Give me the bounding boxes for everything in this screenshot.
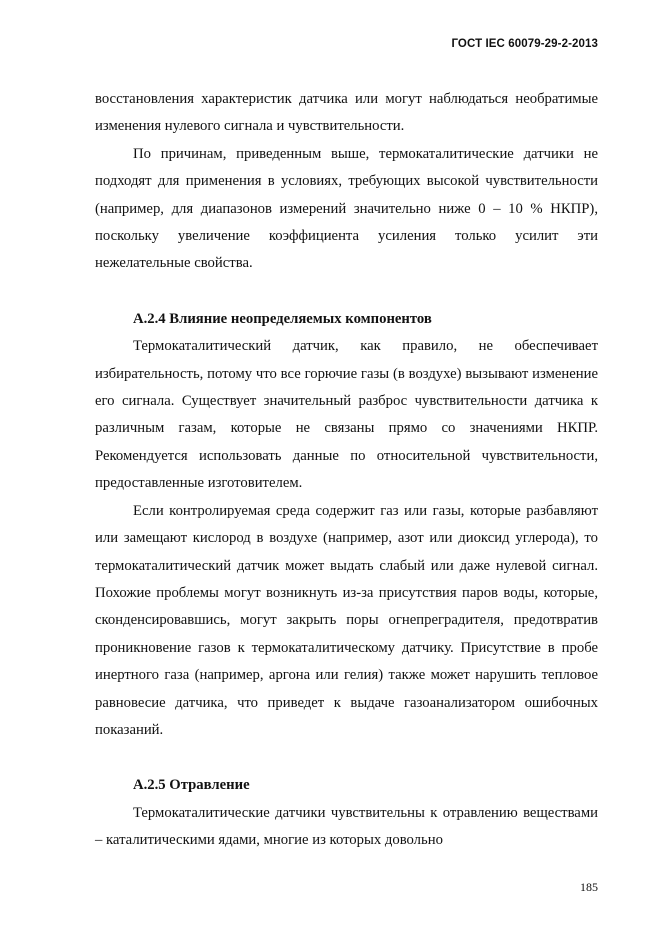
paragraph-unsuitable-conditions: По причинам, приведенным выше, термокаталитические датчики не подходят для применения в условиях, требующих высокой чувствительности (например, для диапазонов измерений значительно ниже 0 – 10 % НКПР), поскольку увеличение коэффициента усиления только усилит эти нежелательные свойства. — [95, 145, 598, 272]
page-number: 185 — [580, 880, 598, 894]
paragraph-continuation: восстановления характеристик датчика или могут наблюдаться необратимые изменения нулевого сигнала и чувствительности. — [95, 91, 598, 135]
spacer — [95, 744, 598, 772]
section-heading-a24: А.2.4 Влияние неопределяемых компонентов — [133, 310, 432, 327]
section-heading-a25: А.2.5 Отравление — [133, 777, 250, 794]
paragraph-poisoning: Термокаталитические датчики чувствительны к отравлению веществами – каталитическими ядами, многие из которых довольно — [95, 804, 598, 849]
spacer — [95, 278, 598, 306]
document-header-id: ГОСТ IEC 60079-29-2-2013 — [451, 38, 598, 50]
paragraph-oxygen-displacement: Если контролируемая среда содержит газ или газы, которые разбавляют или замещают кислород в воздухе (например, азот или диоксид углерода), то термокаталитический датчик может выдать слабый или даже нулевой сигнал. Похожие проблемы могут возникнуть из-за присутствия паров воды, которые, сконденсировавшись, могут закрыть поры огнепреградителя, предотвратив проникновение газов к термокаталитическому датчику. Присутствие в пробе инертного газа (например, аргона или гелия) также может нарушить тепловое равновесие датчика, что приведет к выдаче газоанализатором ошибочных показаний. — [95, 502, 598, 738]
paragraph-selectivity: Термокаталитический датчик, как правило, не обеспечивает избирательность, потому что все горючие газы (в воздухе) вызывают изменение его сигнала. Существует значительный разброс чувствительности датчика к различным газам, которые не связаны прямо со значениями НКПР. Рекомендуется использовать данные по относительной чувствительности, предоставленные изготовителем. — [95, 338, 598, 492]
page-body — [95, 86, 598, 855]
